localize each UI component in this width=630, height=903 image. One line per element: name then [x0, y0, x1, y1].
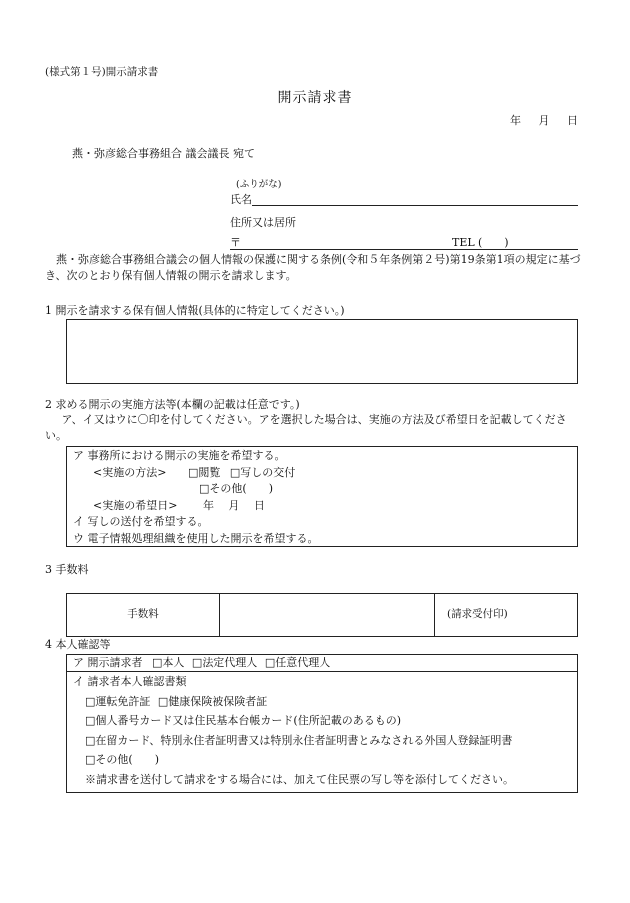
fee-value-field[interactable] — [220, 594, 435, 637]
requester-type-row — [67, 655, 577, 672]
id-doc-row-2 — [73, 714, 571, 734]
id-docs-section — [67, 672, 577, 795]
other-doc-label: その他( ) — [95, 753, 159, 766]
section3-title: 3 手数料 — [45, 563, 89, 576]
requester-type-label: ア 開示請求者 — [73, 656, 143, 669]
requested-info-field[interactable] — [66, 319, 578, 384]
checkbox-other-doc[interactable] — [85, 753, 95, 766]
date-pref-row — [73, 499, 571, 516]
date-day: 日 — [567, 114, 578, 127]
date-year: 年 — [510, 114, 521, 127]
mail-note: ※請求書を送付して請求をする場合には、加えて住民票の写し等を添付してください。 — [85, 772, 514, 786]
tel-field[interactable]: ( ) — [478, 236, 509, 249]
option-other-label: その他( ) — [209, 482, 273, 495]
option-a[interactable]: ア 事務所における開示の実施を希望する。 — [73, 449, 286, 462]
name-field[interactable] — [252, 205, 578, 206]
checkbox-insurance[interactable] — [158, 695, 168, 708]
name-label: 氏名 — [230, 193, 252, 206]
method-row — [73, 466, 571, 483]
self-label: 本人 — [162, 656, 185, 669]
checkbox-self[interactable] — [152, 656, 162, 669]
method-label: <実施の方法> — [93, 465, 167, 479]
furigana-label: (ふりがな) — [236, 179, 282, 190]
date-month: 月 — [538, 114, 550, 127]
checkbox-residence-card[interactable] — [85, 734, 95, 747]
option-view-label: 閲覧 — [198, 465, 221, 479]
checkbox-copy[interactable] — [230, 466, 240, 479]
id-doc-row-1 — [73, 695, 571, 715]
license-label: 運転免許証 — [95, 694, 151, 708]
insurance-label: 健康保険被保険者証 — [168, 694, 268, 708]
disclosure-method-box — [66, 446, 578, 547]
date-pref-value[interactable]: 年 月 日 — [202, 498, 265, 512]
checkbox-mynumber[interactable] — [85, 714, 95, 727]
addressee: 燕・弥彦総合事務組合 議会議長 宛て — [72, 147, 255, 160]
document-title: 開示請求書 — [277, 90, 353, 106]
voluntary-agent-label: 任意代理人 — [275, 656, 331, 669]
reception-stamp-label: (請求受付印) — [435, 594, 578, 637]
checkbox-legal-agent[interactable] — [192, 656, 202, 669]
option-c[interactable]: ウ 電子情報処理組織を使用した開示を希望する。 — [73, 531, 319, 545]
fee-label: 手数料 — [67, 594, 220, 637]
checkbox-voluntary-agent[interactable] — [265, 656, 275, 669]
date-pref-label: <実施の希望日> — [93, 498, 178, 512]
address-label: 住所又は居所 — [230, 216, 296, 229]
method-other-row — [73, 482, 571, 499]
date-row[interactable] — [496, 114, 578, 128]
option-copy-label: 写しの交付 — [240, 465, 296, 479]
form-number-label: (様式第１号)開示請求書 — [45, 66, 159, 78]
fee-table — [66, 593, 578, 637]
legal-agent-label: 法定代理人 — [202, 656, 258, 669]
option-b[interactable]: イ 写しの送付を希望する。 — [73, 515, 209, 528]
mynumber-label: 個人番号カード又は住民基本台帳カード(住所記載のあるもの) — [95, 714, 401, 727]
section4-title: 4 本人確認等 — [45, 638, 111, 651]
tel-label: TEL — [452, 236, 475, 249]
residence-card-label: 在留カード、特別永住者証明書又は特別永住者証明書とみなされる外国人登録証明書 — [95, 733, 513, 747]
identity-box — [66, 654, 578, 793]
checkbox-license[interactable] — [85, 695, 95, 708]
postal-mark: 〒 — [230, 236, 241, 249]
id-doc-row-4 — [73, 753, 571, 773]
section2-title: 2 求める開示の実施方法等(本欄の記載は任意です。) — [45, 398, 300, 411]
section2-note: ア、イ又はウに〇印を付してください。アを選択した場合は、実施の方法及び希望日を記載してください。 — [45, 413, 567, 442]
section1-title: 1 開示を請求する保有個人情報(具体的に特定してください。) — [45, 304, 345, 317]
intro-text: 燕・弥彦総合事務組合議会の個人情報の保護に関する条例(令和５年条例第２号)第19条第1項の規定に基づき、次のとおり保有個人情報の開示を請求します。 — [45, 253, 581, 282]
id-docs-label: イ 請求者本人確認書類 — [73, 675, 187, 688]
address-field[interactable] — [230, 249, 578, 250]
checkbox-other[interactable] — [199, 482, 209, 495]
checkbox-view[interactable] — [188, 466, 198, 479]
id-doc-row-3 — [73, 734, 571, 754]
